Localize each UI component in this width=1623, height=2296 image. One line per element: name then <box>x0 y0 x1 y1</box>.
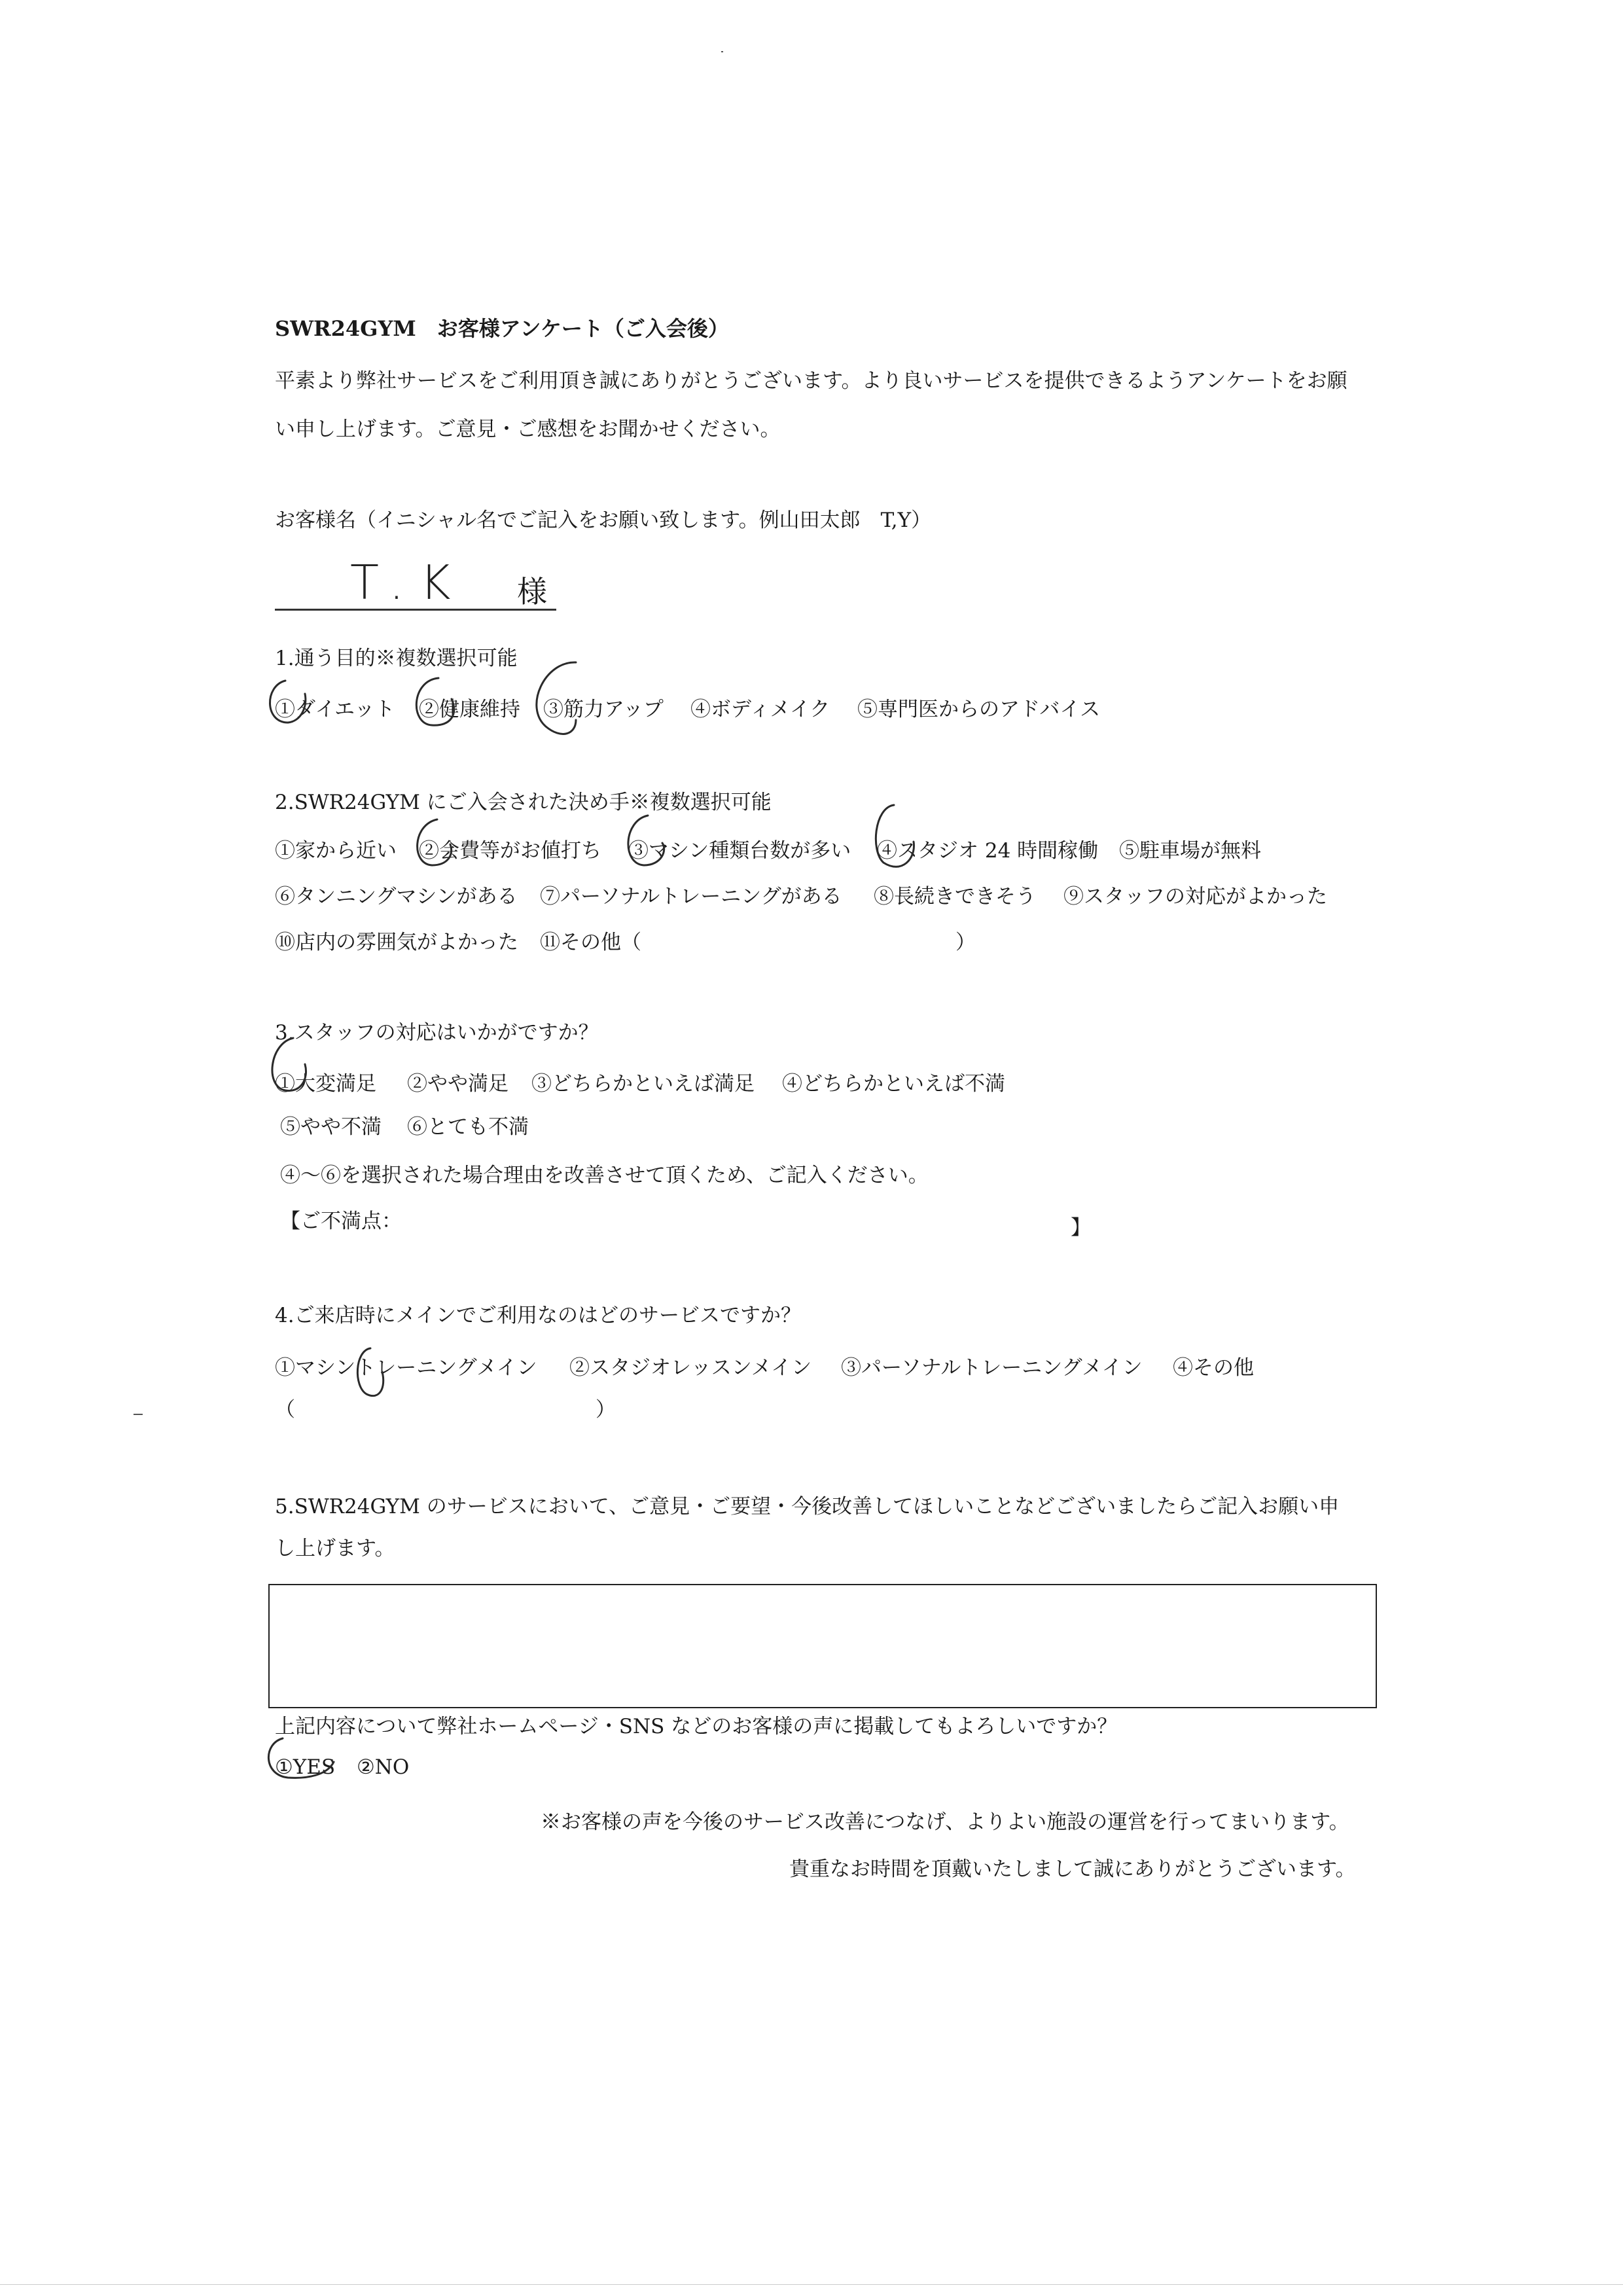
q2-option-many-machines[interactable]: ③マシン種類台数が多い <box>628 839 851 863</box>
q3-option-rather-satisfied[interactable]: ③どちらかといえば満足 <box>531 1072 755 1096</box>
consent-option-yes[interactable]: ①YES <box>275 1755 336 1779</box>
q1-circle-health-mark <box>416 678 454 725</box>
q3-option-rather-dissatisfied[interactable]: ④どちらかといえば不満 <box>782 1072 1005 1096</box>
q4-option-other[interactable]: ④その他 <box>1173 1356 1254 1380</box>
q2-option-other[interactable]: ⑪その他（ <box>540 931 641 954</box>
q3-complaint-close-bracket: 】 <box>1071 1216 1091 1240</box>
q3-option-very-satisfied[interactable]: ①大変満足 <box>275 1072 376 1096</box>
q2-circle-studio-mark <box>876 805 914 867</box>
q3-title: 3.スタッフの対応はいかがですか？ <box>275 1021 599 1045</box>
footer-note: ※お客様の声を今後のサービス改善につなげ、よりよい施設の運営を行ってまいります。 <box>541 1810 1349 1834</box>
q1-option-bodymake[interactable]: ④ボディメイク <box>690 698 830 721</box>
q1-option-health[interactable]: ②健康維持 <box>419 698 520 721</box>
q3-option-somewhat-satisfied[interactable]: ②やや満足 <box>407 1072 508 1096</box>
q5-title-line1: 5.SWR24GYM のサービスにおいて、ご意見・ご要望・今後改善してほしいことなどございましたらご記入お願い申 <box>275 1495 1340 1518</box>
q4-other-close-paren: ） <box>596 1398 616 1422</box>
q2-other-close-paren: ） <box>955 931 976 954</box>
survey-title: SWR24GYM お客様アンケート（ご入会後） <box>275 316 729 341</box>
consent-question: 上記内容について弊社ホームページ・SNS などのお客様の声に掲載してもよろしいですか？ <box>275 1715 1118 1738</box>
q1-option-doctor-advice[interactable]: ⑤専門医からのアドバイス <box>857 698 1101 721</box>
honorific-sama: 様 <box>517 574 547 609</box>
q3-circle-very-satisfied-mark <box>272 1038 306 1090</box>
consent-circle-yes-mark <box>268 1738 334 1778</box>
q3-option-somewhat-dissatisfied[interactable]: ⑤やや不満 <box>280 1115 382 1139</box>
q3-option-very-dissatisfied[interactable]: ⑥とても不満 <box>407 1115 529 1139</box>
q2-circle-fee-mark <box>418 819 452 865</box>
q4-title: 4.ご来店時にメインでご利用なのはどのサービスですか？ <box>275 1304 801 1327</box>
q3-complaint-label: 【ご不満点： <box>280 1210 402 1233</box>
q2-option-near-home[interactable]: ①家から近い <box>275 839 397 863</box>
consent-option-no[interactable]: ②NO <box>357 1755 410 1779</box>
q2-option-sustainable[interactable]: ⑧長続きできそう <box>874 885 1036 908</box>
q2-option-free-parking[interactable]: ⑤駐車場が無料 <box>1119 839 1261 863</box>
q4-option-personal-training[interactable]: ③パーソナルトレーニングメイン <box>841 1356 1143 1380</box>
q2-option-staff-response[interactable]: ⑨スタッフの対応がよかった <box>1063 885 1327 908</box>
q4-option-studio-lesson[interactable]: ②スタジオレッスンメイン <box>569 1356 812 1380</box>
q1-circle-strength-mark <box>537 662 576 734</box>
q5-title-line2: し上げます。 <box>275 1537 395 1560</box>
q4-circle-machine-mark <box>357 1348 383 1396</box>
q2-option-studio-24h[interactable]: ④スタジオ 24 時間稼働 <box>877 839 1099 863</box>
footer-thanks: 貴重なお時間を頂戴いたしまして誠にありがとうございます。 <box>789 1857 1356 1881</box>
q2-option-tanning[interactable]: ⑥タンニングマシンがある <box>275 885 518 908</box>
q2-title: 2.SWR24GYM にご入会された決め手※複数選択可能 <box>275 791 772 814</box>
q1-title: 1.通う目的※複数選択可能 <box>275 647 518 670</box>
intro-text-line1: 平素より弊社サービスをご利用頂き誠にありがとうございます。より良いサービスを提供できるようアンケートをお願 <box>275 369 1347 393</box>
q4-other-open-paren: （ <box>275 1398 295 1422</box>
q2-circle-machines-mark <box>628 816 664 865</box>
customer-name-label: お客様名（イニシャル名でご記入をお願い致します。例山田太郎 T,Y） <box>275 509 932 532</box>
q1-circle-diet-mark <box>270 681 305 723</box>
handwritten-initials: T.K <box>350 555 467 610</box>
q4-option-machine-training[interactable]: ①マシントレーニングメイン <box>275 1356 537 1380</box>
q2-option-atmosphere[interactable]: ⑩店内の雰囲気がよかった <box>275 931 518 954</box>
q1-option-diet[interactable]: ①ダイエット <box>275 698 395 721</box>
q2-option-personal-training[interactable]: ⑦パーソナルトレーニングがある <box>540 885 842 908</box>
q2-option-fee-value[interactable]: ②会費等がお値打ち <box>419 839 601 863</box>
q3-reason-note: ④～⑥を選択された場合理由を改善させて頂くため、ご記入ください。 <box>280 1164 929 1187</box>
q1-option-strength[interactable]: ③筋力アップ <box>543 698 664 721</box>
intro-text-line2: い申し上げます。ご意見・ご感想をお聞かせください。 <box>275 418 781 441</box>
